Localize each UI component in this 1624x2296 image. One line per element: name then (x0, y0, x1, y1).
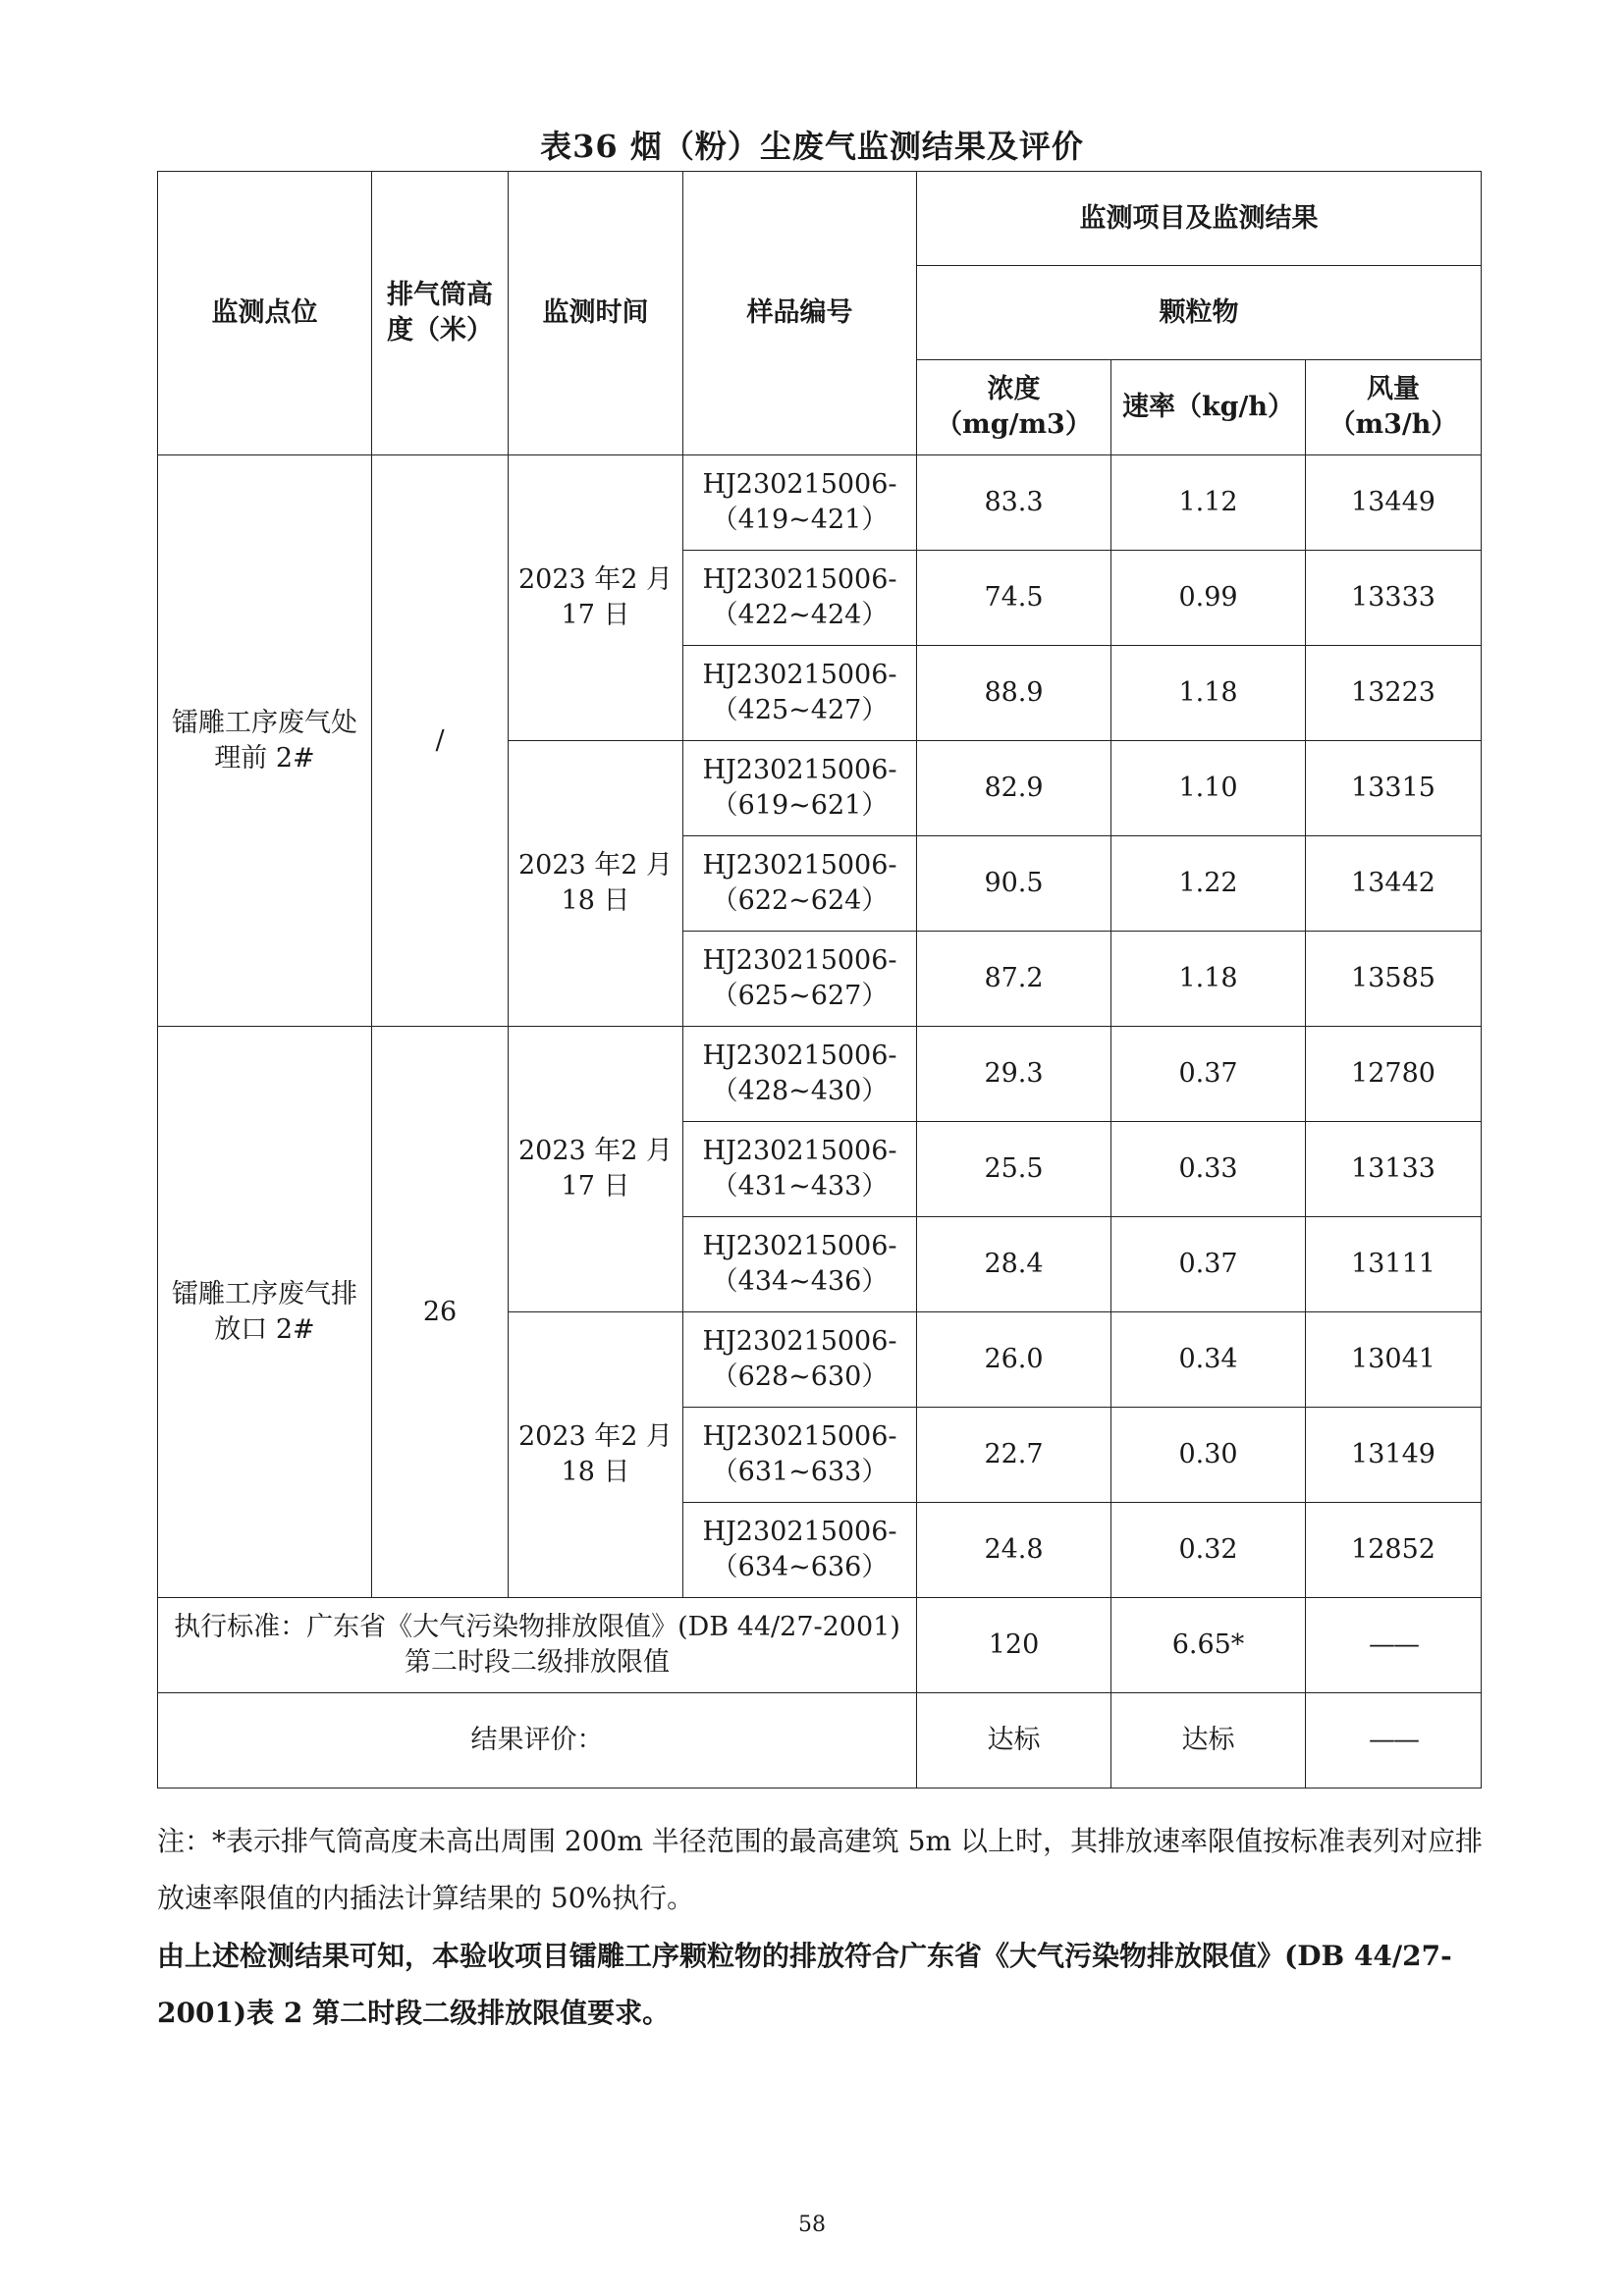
header-item: 颗粒物 (917, 266, 1482, 360)
standard-row (158, 1598, 1482, 1693)
air-flow-cell: 13333 (1306, 551, 1482, 646)
emission-rate-cell: 1.12 (1111, 455, 1306, 551)
sample-number-cell: HJ230215006-（425~427） (683, 646, 917, 741)
concentration-cell: 26.0 (917, 1312, 1111, 1408)
air-flow-cell: 13315 (1306, 741, 1482, 836)
monitoring-point-cell: 镭雕工序废气排放口 2# (158, 1027, 372, 1598)
concentration-cell: 88.9 (917, 646, 1111, 741)
header-stack-height: 排气筒高度（米） (372, 172, 509, 455)
monitoring-date-cell: 2023 年2 月 18 日 (509, 1312, 683, 1598)
evaluation-rate-cell: 达标 (1111, 1693, 1306, 1789)
table-row (158, 455, 1482, 551)
header-point: 监测点位 (158, 172, 372, 455)
air-flow-cell: 13149 (1306, 1408, 1482, 1503)
conclusion-text: 由上述检测结果可知，本验收项目镭雕工序颗粒物的排放符合广东省《大气污染物排放限值》(DB 44/27-2001)表 2 第二时段二级排放限值要求。 (157, 1940, 1452, 2029)
monitoring-date-cell: 2023 年2 月 17 日 (509, 1027, 683, 1312)
emission-rate-cell: 0.32 (1111, 1503, 1306, 1598)
stack-height-cell: / (372, 455, 509, 1027)
concentration-cell: 83.3 (917, 455, 1111, 551)
concentration-cell: 90.5 (917, 836, 1111, 932)
evaluation-conc-cell: 达标 (917, 1693, 1111, 1789)
monitoring-point-cell: 镭雕工序废气处理前 2# (158, 455, 372, 1027)
concentration-cell: 82.9 (917, 741, 1111, 836)
sample-number-cell: HJ230215006-（628~630） (683, 1312, 917, 1408)
header-sample-no: 样品编号 (683, 172, 917, 455)
table-row (158, 1027, 1482, 1122)
emission-rate-cell: 0.37 (1111, 1027, 1306, 1122)
air-flow-cell: 13041 (1306, 1312, 1482, 1408)
concentration-cell: 29.3 (917, 1027, 1111, 1122)
air-flow-cell: 13111 (1306, 1217, 1482, 1312)
emission-rate-cell: 0.33 (1111, 1122, 1306, 1217)
air-flow-cell: 13223 (1306, 646, 1482, 741)
emission-rate-cell: 1.22 (1111, 836, 1306, 932)
standard-rate-cell: 6.65* (1111, 1598, 1306, 1693)
monitoring-results-table (157, 171, 1482, 1789)
emission-rate-cell: 1.18 (1111, 932, 1306, 1027)
header-time: 监测时间 (509, 172, 683, 455)
stack-height-cell: 26 (372, 1027, 509, 1598)
concentration-cell: 28.4 (917, 1217, 1111, 1312)
sample-number-cell: HJ230215006-（634~636） (683, 1503, 917, 1598)
footnote: 注：*表示排气筒高度未高出周围 200m 半径范围的最高建筑 5m 以上时，其排放速率限值按标准表列对应排放速率限值的内插法计算结果的 50%执行。 (157, 1825, 1483, 1914)
emission-rate-cell: 1.10 (1111, 741, 1306, 836)
sample-number-cell: HJ230215006-（622~624） (683, 836, 917, 932)
page-number: 58 (798, 2213, 826, 2237)
header-conc: 浓度（mg/m3） (917, 360, 1111, 455)
concentration-cell: 25.5 (917, 1122, 1111, 1217)
concentration-cell: 74.5 (917, 551, 1111, 646)
standard-label-cell: 执行标准：广东省《大气污染物排放限值》(DB 44/27-2001)第二时段二级排放限值 (158, 1598, 917, 1693)
standard-flow-cell: —— (1306, 1598, 1482, 1693)
air-flow-cell: 13133 (1306, 1122, 1482, 1217)
evaluation-flow-cell: —— (1306, 1693, 1482, 1789)
table-caption: 表36 烟（粉）尘废气监测结果及评价 (540, 128, 1084, 165)
air-flow-cell: 12852 (1306, 1503, 1482, 1598)
sample-number-cell: HJ230215006-（625~627） (683, 932, 917, 1027)
header-rate: 速率（kg/h） (1111, 360, 1306, 455)
evaluation-row (158, 1693, 1482, 1789)
sample-number-cell: HJ230215006-（428~430） (683, 1027, 917, 1122)
emission-rate-cell: 0.30 (1111, 1408, 1306, 1503)
standard-conc-cell: 120 (917, 1598, 1111, 1693)
sample-number-cell: HJ230215006-（419~421） (683, 455, 917, 551)
emission-rate-cell: 1.18 (1111, 646, 1306, 741)
air-flow-cell: 12780 (1306, 1027, 1482, 1122)
sample-number-cell: HJ230215006-（434~436） (683, 1217, 917, 1312)
header-flow: 风量（m3/h） (1306, 360, 1482, 455)
sample-number-cell: HJ230215006-（431~433） (683, 1122, 917, 1217)
emission-rate-cell: 0.99 (1111, 551, 1306, 646)
header-group: 监测项目及监测结果 (917, 172, 1482, 266)
air-flow-cell: 13449 (1306, 455, 1482, 551)
emission-rate-cell: 0.34 (1111, 1312, 1306, 1408)
sample-number-cell: HJ230215006-（631~633） (683, 1408, 917, 1503)
sample-number-cell: HJ230215006-（422~424） (683, 551, 917, 646)
air-flow-cell: 13585 (1306, 932, 1482, 1027)
air-flow-cell: 13442 (1306, 836, 1482, 932)
sample-number-cell: HJ230215006-（619~621） (683, 741, 917, 836)
monitoring-date-cell: 2023 年2 月 17 日 (509, 455, 683, 741)
concentration-cell: 24.8 (917, 1503, 1111, 1598)
emission-rate-cell: 0.37 (1111, 1217, 1306, 1312)
monitoring-date-cell: 2023 年2 月 18 日 (509, 741, 683, 1027)
concentration-cell: 87.2 (917, 932, 1111, 1027)
concentration-cell: 22.7 (917, 1408, 1111, 1503)
evaluation-label-cell: 结果评价： (158, 1693, 917, 1789)
